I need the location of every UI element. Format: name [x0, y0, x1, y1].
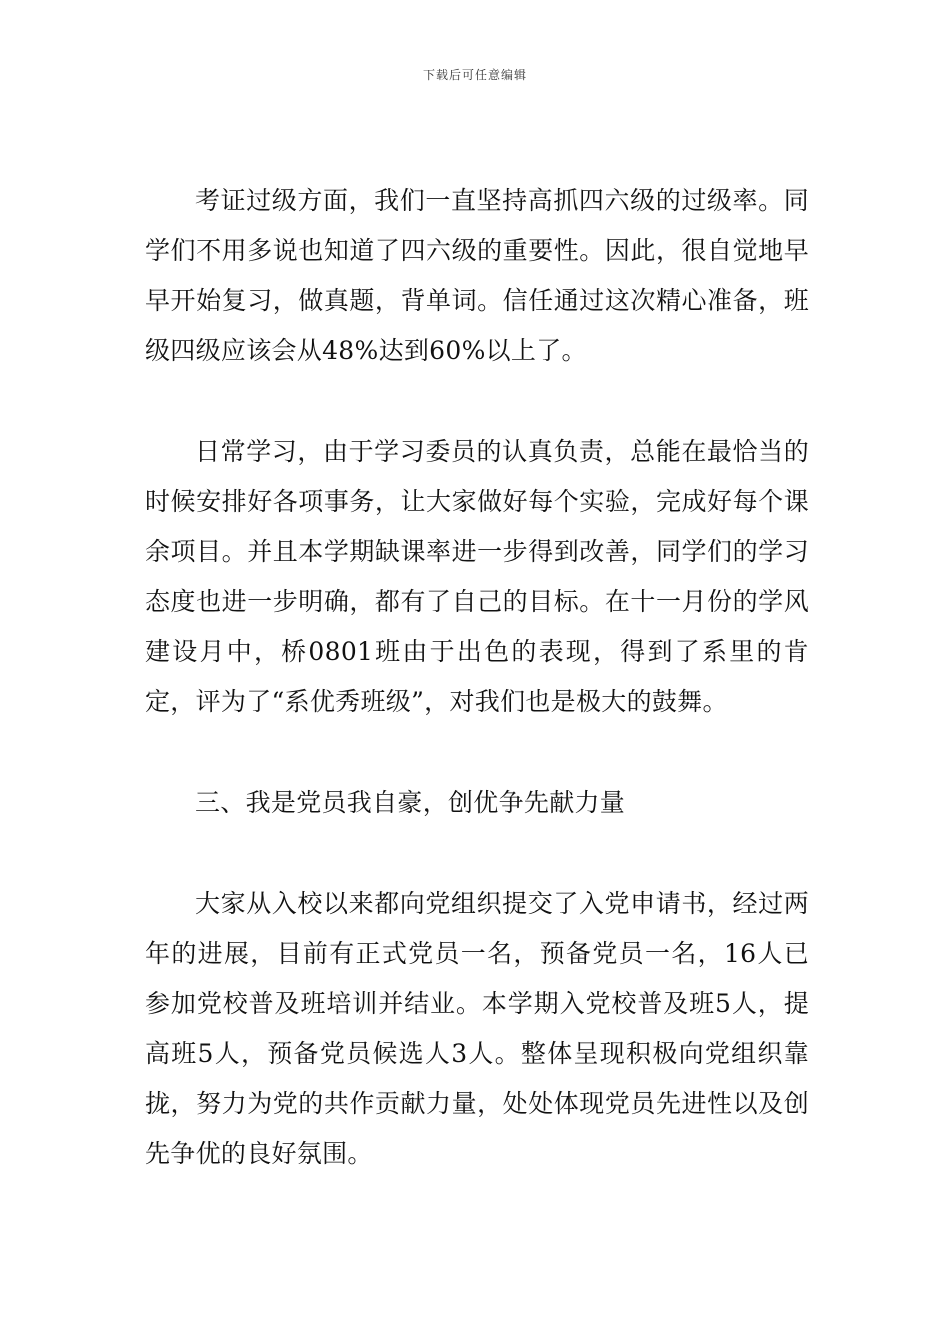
section-heading-party-members: 三、我是党员我自豪，创优争先献力量: [195, 788, 626, 817]
paragraph-exam-results: 考证过级方面，我们一直坚持高抓四六级的过级率。同学们不用多说也知道了四六级的重要性。因此，很自觉地早早开始复习，做真题，背单词。信任通过这次精心准备，班级四级应该会从48%达到60%以上了。: [145, 186, 809, 365]
paragraph-daily-study: 日常学习，由于学习委员的认真负责，总能在最恰当的时候安排好各项事务，让大家做好每个实验，完成好每个课余项目。并且本学期缺课率进一步得到改善，同学们的学习态度也进一步明确，都有了自己的目标。在十一月份的学风建设月中，桥0801班由于出色的表现，得到了系里的肯定，评为了“系优秀班级”，对我们也是极大的鼓舞。: [145, 437, 809, 716]
page-header-note: 下载后可任意编辑: [422, 68, 527, 82]
paragraph-party-membership: 大家从入校以来都向党组织提交了入党申请书，经过两年的进展，目前有正式党员一名，预备党员一名，16人已参加党校普及班培训并结业。本学期入党校普及班5人，提高班5人，预备党员候选人3人。整体呈现积极向党组织靠拢，努力为党的共作贡献力量，处处体现党员先进性以及创先争优的良好氛围。: [145, 889, 809, 1168]
document-body: [145, 176, 809, 1179]
